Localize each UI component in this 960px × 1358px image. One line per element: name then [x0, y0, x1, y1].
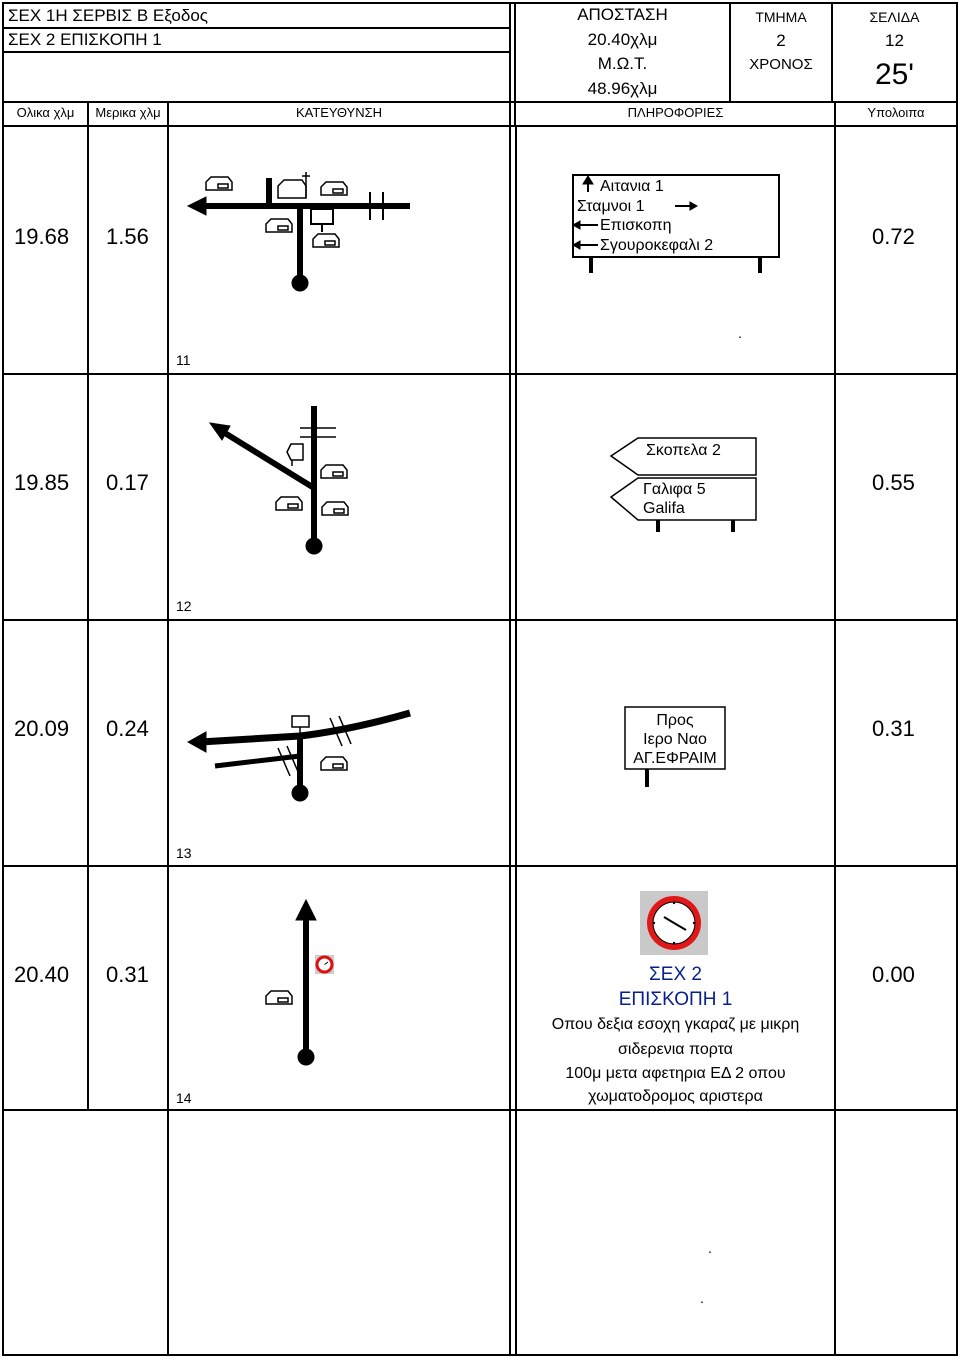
row3-index: 13 [176, 845, 192, 861]
row2-index: 12 [176, 598, 192, 614]
stage-title: ΣΕΧ 2 ΕΠΙΣΚΟΠΗ 1 [8, 30, 162, 49]
row1-remaining: 0.72 [872, 224, 915, 249]
row3-sign-line1: Προς [656, 712, 694, 729]
col-info: ΠΛΗΡΟΦΟΡΙΕΣ [627, 105, 724, 120]
row1-total: 19.68 [14, 224, 70, 249]
note-line4: χωματοδρομος αριστερα [588, 1088, 763, 1105]
row1-sign-line4: Σγουροκεφαλι 2 [600, 237, 714, 254]
row4-partial: 0.31 [106, 962, 149, 987]
time-label: ΧΡΟΝΟΣ [749, 56, 813, 73]
distance-label: ΑΠΟΣΤΑΣΗ [577, 5, 668, 24]
row3-sign-line2: Ιερο Ναο [643, 731, 707, 748]
col-remaining: Υπολοιπα [867, 105, 925, 120]
row1-sign-line2: Σταμνοι 1 [577, 198, 645, 215]
empty-row-dot1: . [708, 1240, 712, 1256]
distance-value: 20.40χλμ [587, 30, 658, 49]
row3-partial: 0.24 [106, 716, 149, 741]
note-line2: σιδερενια πορτα [618, 1041, 733, 1058]
section-value: 2 [776, 31, 786, 50]
row2-remaining: 0.55 [872, 470, 915, 495]
row4-index: 14 [176, 1090, 192, 1106]
row1-sign-line1: Αιτανια 1 [600, 178, 664, 195]
col-partial-km: Μερικα χλμ [95, 105, 161, 120]
col-direction: ΚΑΤΕΥΘΥΝΣΗ [295, 105, 383, 120]
section-label: ΤΜΗΜΑ [755, 9, 807, 25]
row2-sign-line3: Galifa [643, 500, 685, 517]
time-value: 25' [874, 58, 915, 91]
page-value: 12 [885, 31, 904, 50]
row1-index: 11 [176, 352, 191, 368]
row4-total: 20.40 [14, 962, 70, 987]
stage-name-line2: ΕΠΙΣΚΟΠΗ 1 [618, 989, 733, 1010]
row2-partial: 0.17 [106, 470, 149, 495]
row1-dot: . [738, 325, 742, 341]
row3-sign-line3: ΑΓ.ΕΦΡΑΙΜ [633, 750, 717, 767]
row1-sign-line3: Επισκοπη [600, 217, 672, 234]
empty-row-dot2: . [700, 1290, 704, 1306]
row1-partial: 1.56 [106, 224, 149, 249]
stage-name-line1: ΣΕΧ 2 [649, 964, 702, 985]
row3-remaining: 0.31 [872, 716, 915, 741]
note-line1: Οπου δεξια εσοχη γκαραζ με μικρη [551, 1016, 800, 1033]
row4-remaining: 0.00 [872, 962, 915, 987]
route-title: ΣΕΧ 1Η ΣΕΡΒΙΣ Β Εξοδος [8, 6, 208, 25]
note-line3: 100μ μετα αφετηρια ΕΔ 2 οπου [565, 1065, 786, 1082]
row2-total: 19.85 [14, 470, 70, 495]
mot-value: 48.96χλμ [587, 79, 658, 98]
row2-sign-line2: Γαλιφα 5 [643, 481, 706, 498]
row2-sign-line1: Σκοπελα 2 [646, 442, 721, 459]
mot-label: Μ.Ω.Τ. [597, 54, 648, 73]
page-label: ΣΕΛΙΔΑ [869, 9, 920, 25]
col-total-km: Ολικα χλμ [16, 105, 75, 120]
row3-total: 20.09 [14, 716, 70, 741]
